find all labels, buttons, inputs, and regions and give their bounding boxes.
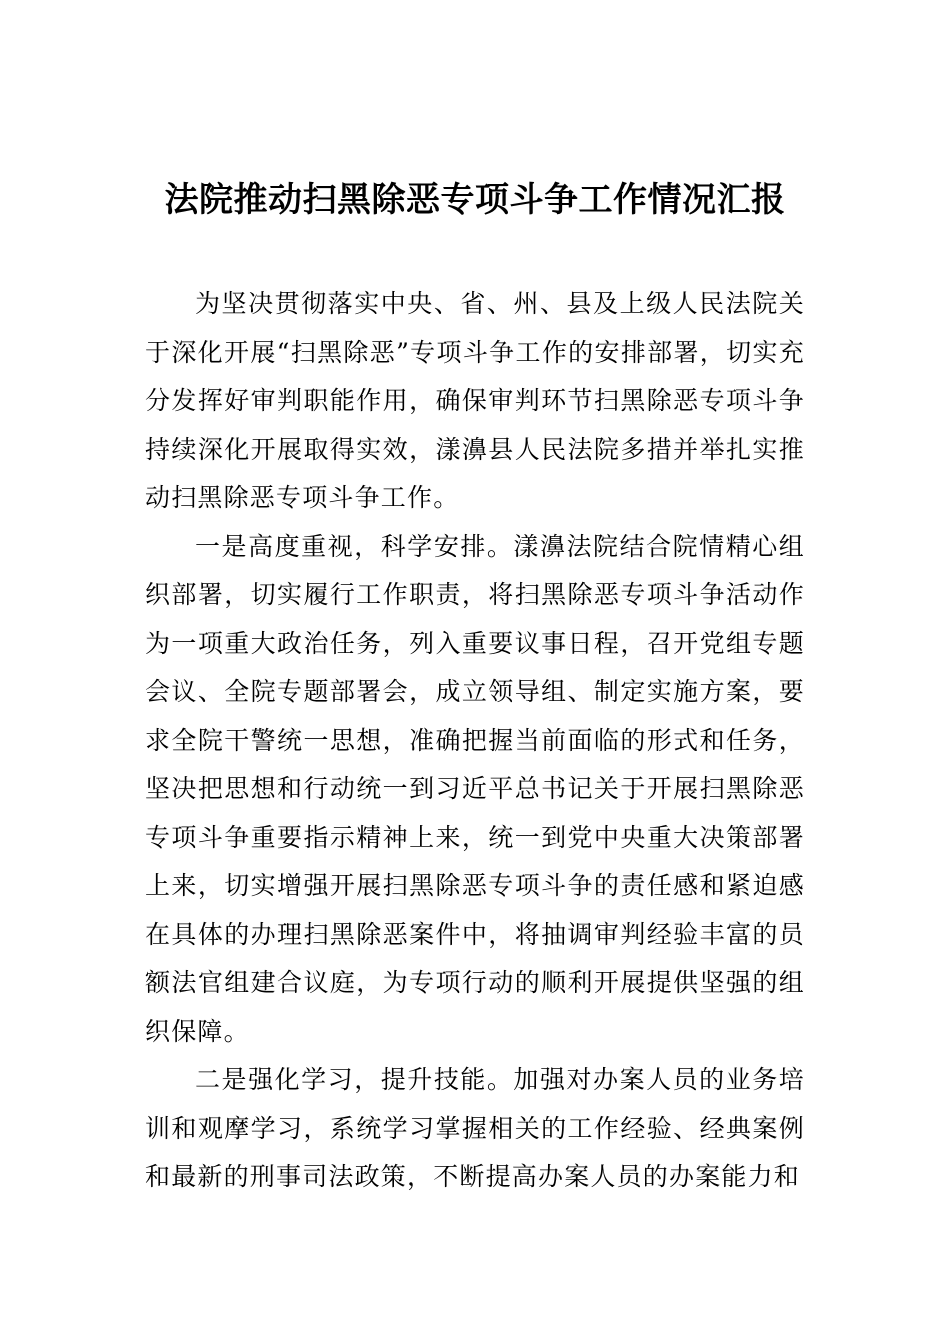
- paragraph-point-one: 一是高度重视，科学安排。漾濞法院结合院情精心组织部署，切实履行工作职责，将扫黑除恶专项斗争活动作为一项重大政治任务，列入重要议事日程，召开党组专题会议、全院专题部署会，成立领导组、制定实施方案，要求全院干警统一思想，准确把握当前面临的形式和任务，坚决把思想和行动统一到习近平总书记关于开展扫黑除恶专项斗争重要指示精神上来，统一到党中央重大决策部署上来，切实增强开展扫黑除恶专项斗争的责任感和紧迫感在具体的办理扫黑除恶案件中，将抽调审判经验丰富的员额法官组建合议庭，为专项行动的顺利开展提供坚强的组织保障。: [145, 531, 805, 1046]
- document-body: [145, 280, 805, 1202]
- paragraph-point-two: 二是强化学习，提升技能。加强对办案人员的业务培训和观摩学习，系统学习掌握相关的工作经验、经典案例和最新的刑事司法政策，不断提高办案人员的办案能力和: [145, 1065, 805, 1191]
- document-title: 法院推动扫黑除恶专项斗争工作情况汇报: [164, 180, 786, 220]
- paragraph-intro: 为坚决贯彻落实中央、省、州、县及上级人民法院关于深化开展“扫黑除恶”专项斗争工作的安排部署，切实充分发挥好审判职能作用，确保审判环节扫黑除恶专项斗争持续深化开展取得实效，漾濞县人民法院多措并举扎实推动扫黑除恶专项斗争工作。: [145, 289, 805, 512]
